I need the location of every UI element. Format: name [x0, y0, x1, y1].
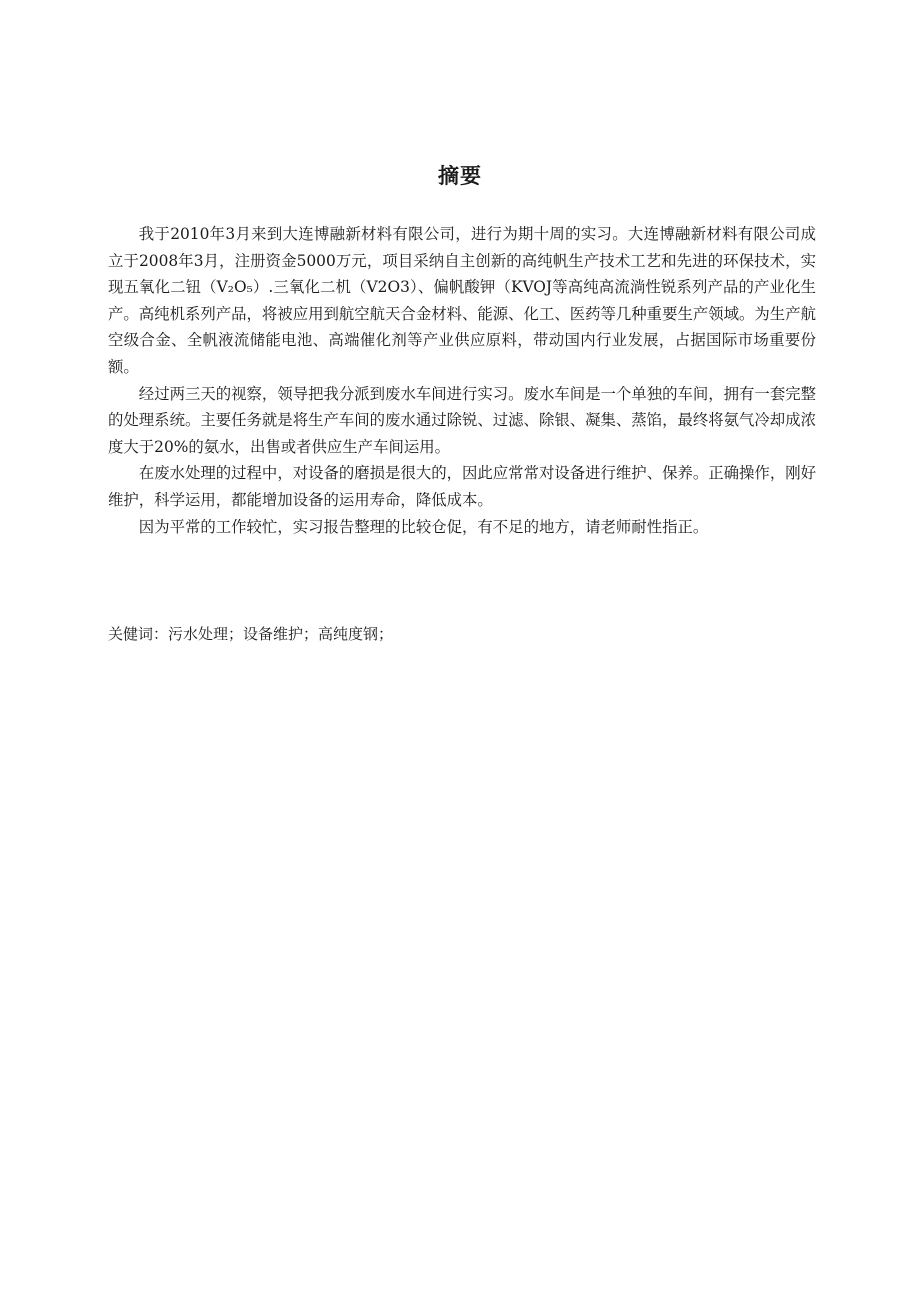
page-title: 摘要	[438, 164, 482, 188]
keywords-line: 关健词：污水处理；设备维护；高纯度钢；	[108, 625, 394, 643]
abstract-body	[108, 221, 816, 540]
paragraph-3: 在废水处理的过程中，对设备的磨损是很大的，因此应常常对设备进行维护、保养。正确操作，刚好维护，科学运用，都能增加设备的运用寿命，降低成本。	[108, 464, 816, 509]
paragraph-1: 我于2010年3月来到大连博融新材料有限公司，进行为期十周的实习。大连博融新材料有限公司成立于2008年3月，注册资金5000万元，项目采纳自主创新的高纯帆生产技术工艺和先进的环保技术，实现五氧化二钮（V₂O₅）.三氧化二机（V2O3）、偏帆酸钾（KVOJ等高纯高流淌性锐系列产品的产业化生产。高纯机系列产品，将被应用到航空航天合金材料、能源、化工、医药等几种重要生产领域。为生产航空级合金、全帆液流储能电池、高端催化剂等产业供应原料，带动国内行业发展，占据国际市场重要份额。	[108, 225, 816, 376]
paragraph-2: 经过两三天的视察，领导把我分派到废水车间进行实习。废水车间是一个单独的车间，拥有一套完整的处理系统。主要任务就是将生产车间的废水通过除锐、过滤、除银、凝集、蒸馅，最终将氨气冷却成浓度大于20%的氨水，出售或者供应生产车间运用。	[108, 384, 816, 456]
paragraph-4: 因为平常的工作较忙，实习报告整理的比较仓促，有不足的地方，请老师耐性指正。	[138, 517, 709, 536]
